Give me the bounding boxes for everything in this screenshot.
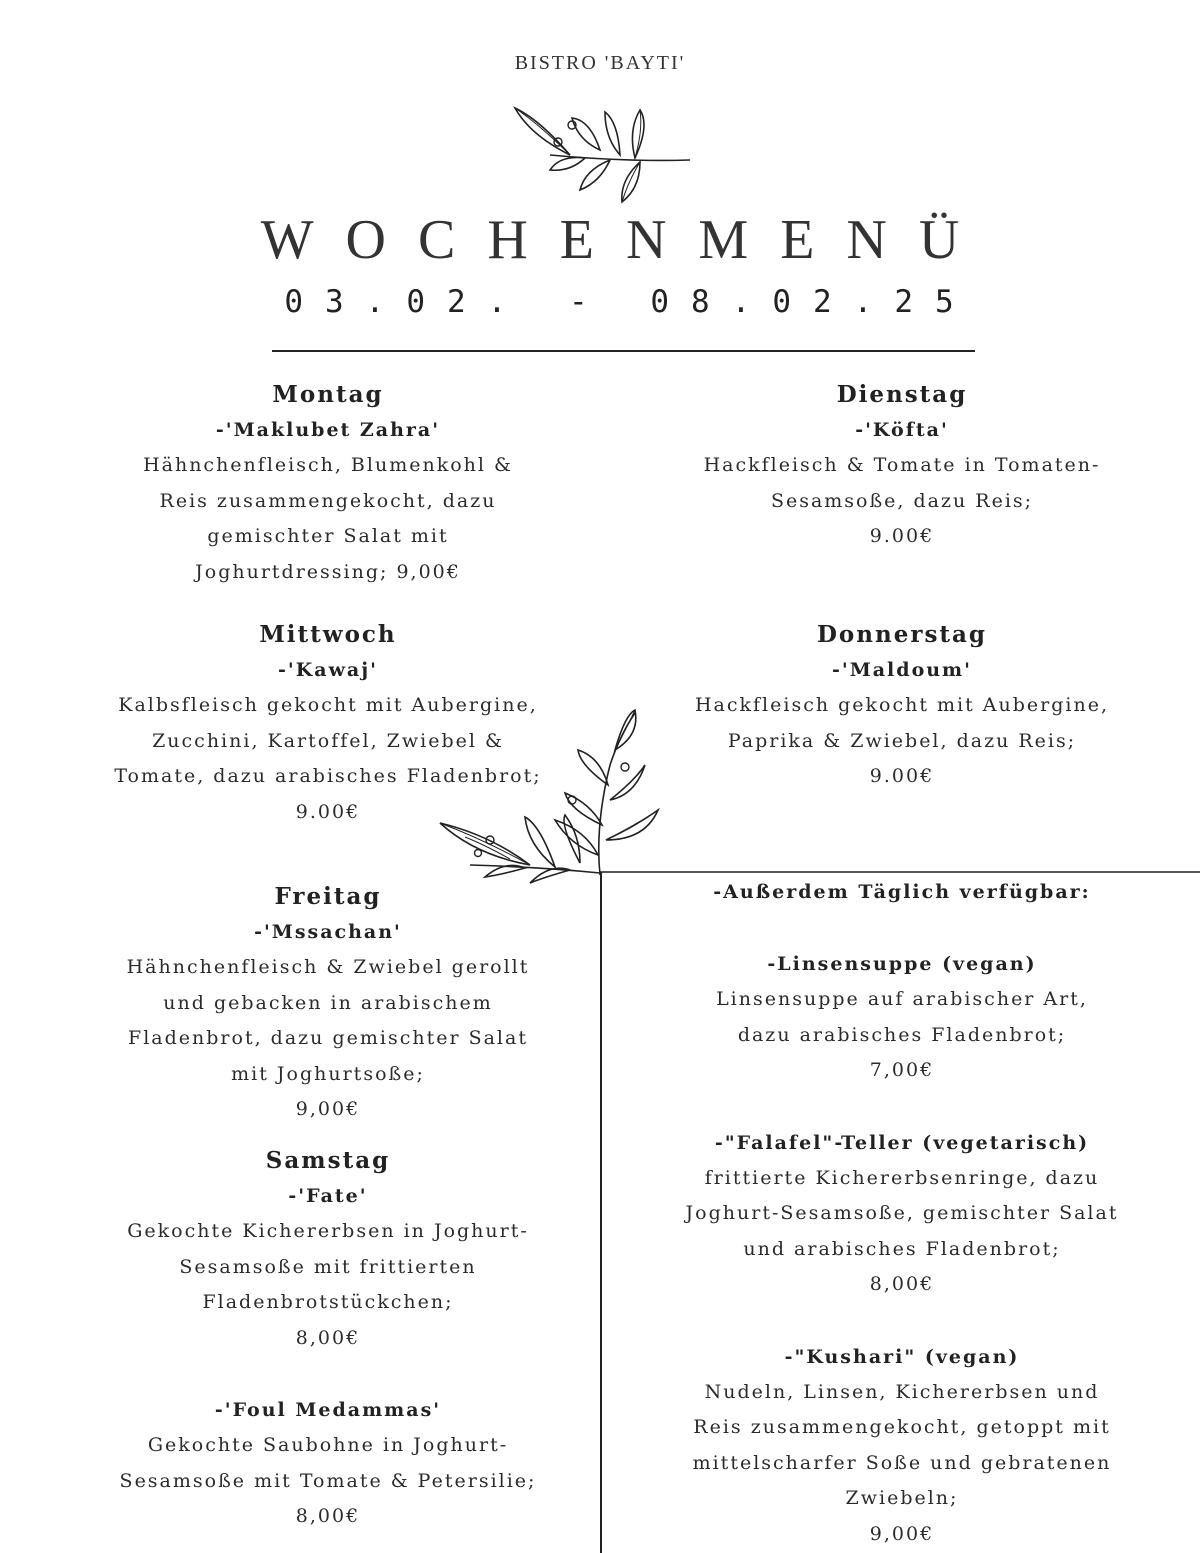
- page-title: WOCHENMENÜ: [260, 209, 992, 271]
- section-divider-horizontal: [600, 871, 1200, 873]
- dish-description: Tomate, dazu arabisches Fladenbrot;: [114, 765, 542, 787]
- dish-name: -"Falafel"-Teller (vegetarisch): [714, 1131, 1090, 1154]
- dish-description: frittierte Kichererbsenringe, dazu: [704, 1166, 1100, 1189]
- menu-day-freitag: [60, 880, 596, 1128]
- day-title: Freitag: [274, 883, 382, 910]
- dish-description: Nudeln, Linsen, Kichererbsen und: [704, 1380, 1100, 1403]
- day-title: Dienstag: [836, 381, 968, 408]
- date-range: 03.02. - 08.02.25: [284, 284, 976, 320]
- dish-name: -Linsensuppe (vegan): [767, 953, 1037, 975]
- leaf-branch-large-icon: [430, 705, 670, 885]
- dish-price: 8,00€: [295, 1326, 361, 1349]
- dish-price: 9,00€: [295, 1098, 361, 1120]
- dish-description: Hackfleisch gekocht mit Aubergine,: [694, 694, 1110, 716]
- dish-name: -'Köfta': [855, 419, 949, 441]
- dish-description: Zwiebeln;: [845, 1487, 959, 1509]
- dish-description: Sesamsoße mit Tomate & Petersilie;: [119, 1469, 537, 1492]
- daily-menu: [610, 874, 1194, 1552]
- dish-description: und gebacken in arabischem: [163, 991, 493, 1014]
- dish-description: Gekochte Kichererbsen in Joghurt-: [127, 1220, 529, 1242]
- dish-description: Hähnchenfleisch, Blumenkohl &: [143, 454, 513, 476]
- dish-price: 9.00€: [295, 800, 361, 823]
- dish-price: 7,00€: [869, 1059, 935, 1081]
- dish-description: gemischter Salat mit: [207, 525, 449, 547]
- dish-description: Joghurtdressing; 9,00€: [195, 560, 461, 583]
- dish-description: mit Joghurtsoße;: [231, 1062, 425, 1085]
- dish-price: 9.00€: [869, 765, 935, 787]
- dish-description: mittelscharfer Soße und gebratenen: [692, 1451, 1112, 1474]
- dish-price: 8,00€: [295, 1505, 361, 1527]
- dish-price: 9,00€: [869, 1522, 935, 1545]
- dish-description: Kalbsfleisch gekocht mit Aubergine,: [118, 694, 538, 716]
- dish-description: dazu arabisches Fladenbrot;: [737, 1023, 1067, 1046]
- dish-name: -'Kawaj': [278, 659, 378, 681]
- dish-description: Sesamsoße, dazu Reis;: [770, 489, 1034, 512]
- dish-description: Zucchini, Kartoffel, Zwiebel &: [152, 729, 504, 752]
- dish-description: Hähnchenfleisch & Zwiebel gerollt: [126, 956, 530, 978]
- dish-description: Fladenbrot, dazu gemischter Salat: [128, 1027, 528, 1049]
- dish-price: 8,00€: [869, 1273, 935, 1295]
- restaurant-name: BISTRO 'BAYTI': [514, 52, 686, 74]
- dish-description: Paprika & Zwiebel, dazu Reis;: [727, 729, 1077, 752]
- day-title: Samstag: [265, 1147, 391, 1174]
- dish-price: 9.00€: [869, 525, 935, 547]
- menu-day-donnerstag: [610, 618, 1194, 795]
- dish-description: Reis zusammengekocht, dazu: [159, 489, 497, 512]
- day-title: Donnerstag: [816, 621, 988, 648]
- dish-name: -"Kushari" (vegan): [784, 1345, 1020, 1368]
- dish-description: Linsensuppe auf arabischer Art,: [716, 988, 1088, 1010]
- menu-day-samstag: [60, 1144, 596, 1535]
- dish-description: Joghurt-Sesamsoße, gemischter Salat: [685, 1202, 1119, 1224]
- dish-name: -'Mssachan': [254, 921, 402, 943]
- leaf-branch-icon: [510, 100, 700, 210]
- dish-description: Gekochte Saubohne in Joghurt-: [147, 1434, 509, 1456]
- dish-description: Sesamsoße mit frittierten: [179, 1255, 477, 1278]
- dish-name: -'Maklubet Zahra': [215, 419, 441, 441]
- section-divider-vertical: [600, 872, 602, 1553]
- dish-description: Reis zusammengekocht, getoppt mit: [693, 1416, 1111, 1438]
- dish-name: -'Foul Medammas': [214, 1399, 442, 1421]
- day-title: Montag: [272, 381, 384, 408]
- day-title: Mittwoch: [259, 621, 397, 648]
- dish-name: -'Fate': [288, 1185, 368, 1207]
- dish-description: Fladenbrotstückchen;: [202, 1291, 454, 1313]
- daily-heading: -Außerdem Täglich verfügbar:: [713, 881, 1091, 903]
- menu-day-montag: [60, 378, 596, 590]
- dish-name: -'Maldoum': [832, 659, 972, 681]
- dish-description: und arabisches Fladenbrot;: [743, 1237, 1061, 1260]
- dish-description: Hackfleisch & Tomate in Tomaten-: [703, 454, 1101, 476]
- menu-day-dienstag: [610, 378, 1194, 555]
- header-divider: [272, 350, 975, 352]
